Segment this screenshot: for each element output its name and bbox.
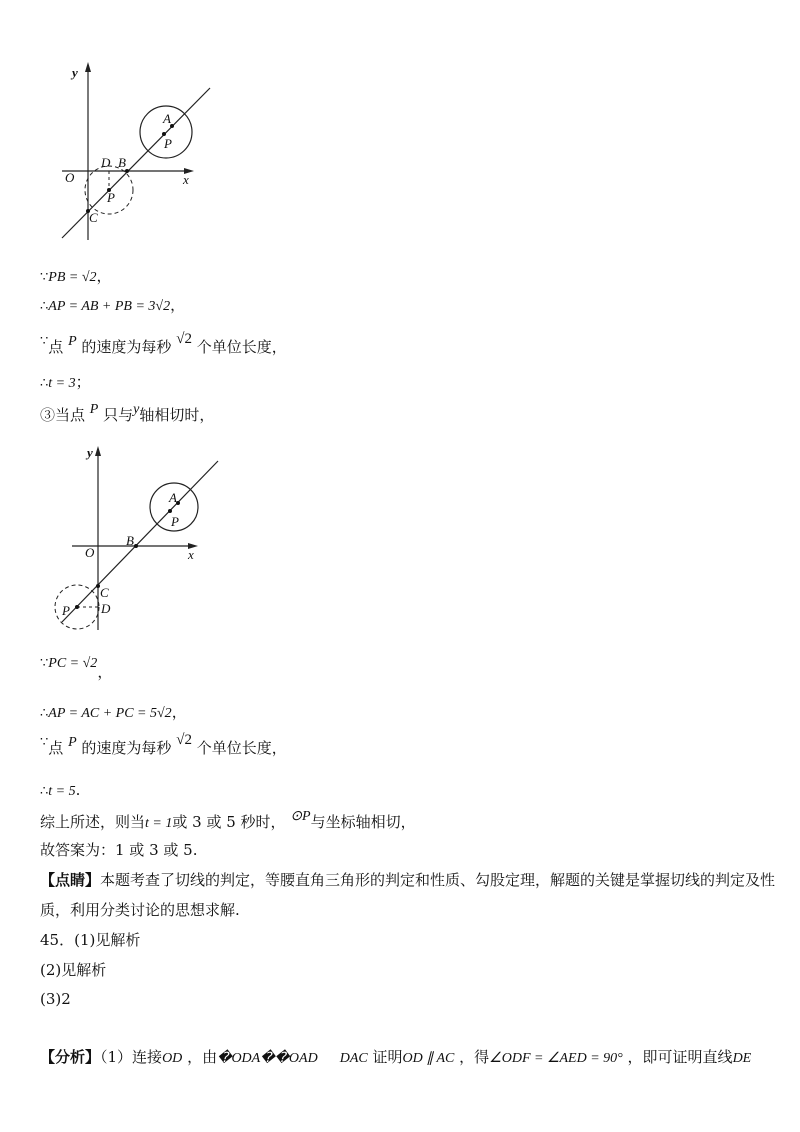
x-axis-label: x — [188, 547, 194, 562]
math-expression: PB = √2 — [48, 270, 97, 285]
line-t-5 — [40, 780, 80, 802]
y-axis-arrow — [95, 446, 101, 456]
circle-p-symbol: ⊙P — [290, 809, 311, 824]
figure-2 — [0, 430, 240, 650]
label-d: D — [101, 155, 111, 170]
line-speed-1 — [40, 331, 287, 359]
label-p-circle: P — [171, 514, 179, 529]
text: 的速度为每秒 — [81, 338, 172, 356]
math-expression: AP = AB + PB = 3√2 — [48, 299, 171, 314]
line-ap-3 — [40, 295, 185, 317]
origin-label: O — [65, 170, 75, 185]
line-case-3-heading — [40, 402, 215, 427]
sqrt-two: √2 — [176, 732, 192, 748]
label-b: B — [118, 155, 126, 170]
text: 证明 — [372, 1048, 403, 1066]
label-d: D — [101, 601, 111, 616]
math-angle: ∠ODF = ∠AED = 90° — [489, 1051, 623, 1066]
label-a: A — [163, 111, 171, 126]
punctuation: ， — [97, 663, 113, 681]
punctuation: ； — [75, 373, 91, 391]
because-symbol: ∵ — [40, 270, 49, 285]
variable-p: P — [68, 735, 77, 750]
math-expression: t = 5 — [48, 784, 76, 799]
label-a: A — [169, 490, 177, 505]
text: 只与 — [103, 406, 134, 424]
therefore-symbol: ∴ — [40, 376, 49, 391]
text: 与坐标轴相切， — [310, 813, 416, 831]
text: （1）连接 — [100, 1048, 163, 1066]
math-parallel: OD ∥ AC — [402, 1051, 455, 1066]
label-p-dashed: P — [107, 190, 115, 205]
label-p-circle: P — [164, 136, 172, 151]
line-pc — [40, 652, 113, 681]
sqrt-two: √2 — [176, 331, 192, 347]
therefore-symbol: ∴ — [40, 706, 49, 721]
question-45-part-1 — [40, 930, 140, 950]
math-line-de: DE — [732, 1051, 752, 1066]
line-answer: 故答案为：1 或 3 或 5. — [40, 841, 198, 859]
text: 的速度为每秒 — [81, 739, 172, 757]
x-axis-label: x — [183, 172, 189, 187]
punctuation: ， — [170, 296, 186, 314]
question-45-part-3: (3)2 — [40, 990, 71, 1008]
y-axis-label: y — [87, 445, 93, 460]
variable-p: P — [89, 402, 99, 417]
diagonal-line — [62, 461, 218, 622]
text: 轴相切时， — [139, 406, 215, 424]
dianjing-line-2: 质，利用分类讨论的思想求解. — [40, 901, 240, 919]
variable-p: P — [68, 334, 77, 349]
because-symbol: ∵ — [40, 735, 49, 750]
figure-1 — [0, 0, 240, 260]
text: 点 — [48, 338, 64, 356]
fenxi-line — [40, 1047, 751, 1069]
line-speed-2 — [40, 732, 287, 760]
math-expression: t = 3 — [48, 376, 76, 391]
label-c: C — [89, 210, 98, 225]
variable-y: y — [133, 402, 140, 417]
dianjing-tag: 【点睛】 — [40, 871, 101, 889]
therefore-symbol: ∴ — [40, 299, 49, 314]
text: 本题考查了切线的判定，等腰直角三角形的判定和性质、勾股定理，解题的关键是掌握切线的判定及性 — [100, 871, 776, 889]
point-p-dashed — [75, 605, 79, 609]
fenxi-tag: 【分析】 — [40, 1048, 101, 1066]
therefore-symbol: ∴ — [40, 784, 49, 799]
dianjing-line-1 — [40, 870, 775, 890]
line-ap-5 — [40, 702, 187, 724]
text: (1)见解析 — [74, 931, 141, 949]
math-expression: t = 1 — [145, 816, 173, 831]
math-expression: PC = √2 — [48, 656, 98, 671]
diagonal-line — [62, 88, 210, 238]
y-axis-arrow — [85, 62, 91, 72]
text: 个单位长度， — [196, 338, 287, 356]
text: ，由 — [187, 1048, 218, 1066]
line-t-3 — [40, 372, 91, 394]
question-45-part-2: (2)见解析 — [40, 961, 107, 979]
origin-label: O — [85, 545, 95, 560]
text: ③当点 — [40, 406, 86, 424]
text: 或 3 或 5 秒时， — [172, 813, 286, 831]
text: 点 — [48, 739, 64, 757]
math-garbled: �ODA��OAD — [217, 1051, 318, 1066]
point-b — [134, 544, 138, 548]
because-symbol: ∵ — [40, 656, 49, 671]
math-od: OD — [162, 1051, 183, 1066]
because-symbol: ∵ — [40, 334, 49, 349]
line-pb — [40, 266, 112, 288]
text: ，即可证明直线 — [627, 1048, 733, 1066]
punctuation: . — [75, 781, 81, 799]
question-number: 45． — [40, 931, 75, 949]
punctuation: ， — [96, 267, 112, 285]
label-p-dashed: P — [62, 603, 70, 618]
line-summary — [40, 809, 416, 834]
point-p-circle — [168, 509, 172, 513]
text: ，得 — [459, 1048, 490, 1066]
math-dac: DAC — [339, 1051, 368, 1066]
label-b: B — [126, 533, 134, 548]
y-axis-label: y — [72, 65, 78, 80]
text: 综上所述，则当 — [40, 813, 146, 831]
text: 个单位长度， — [196, 739, 287, 757]
label-c: C — [100, 585, 109, 600]
punctuation: ， — [171, 703, 187, 721]
math-expression: AP = AC + PC = 5√2 — [48, 706, 172, 721]
